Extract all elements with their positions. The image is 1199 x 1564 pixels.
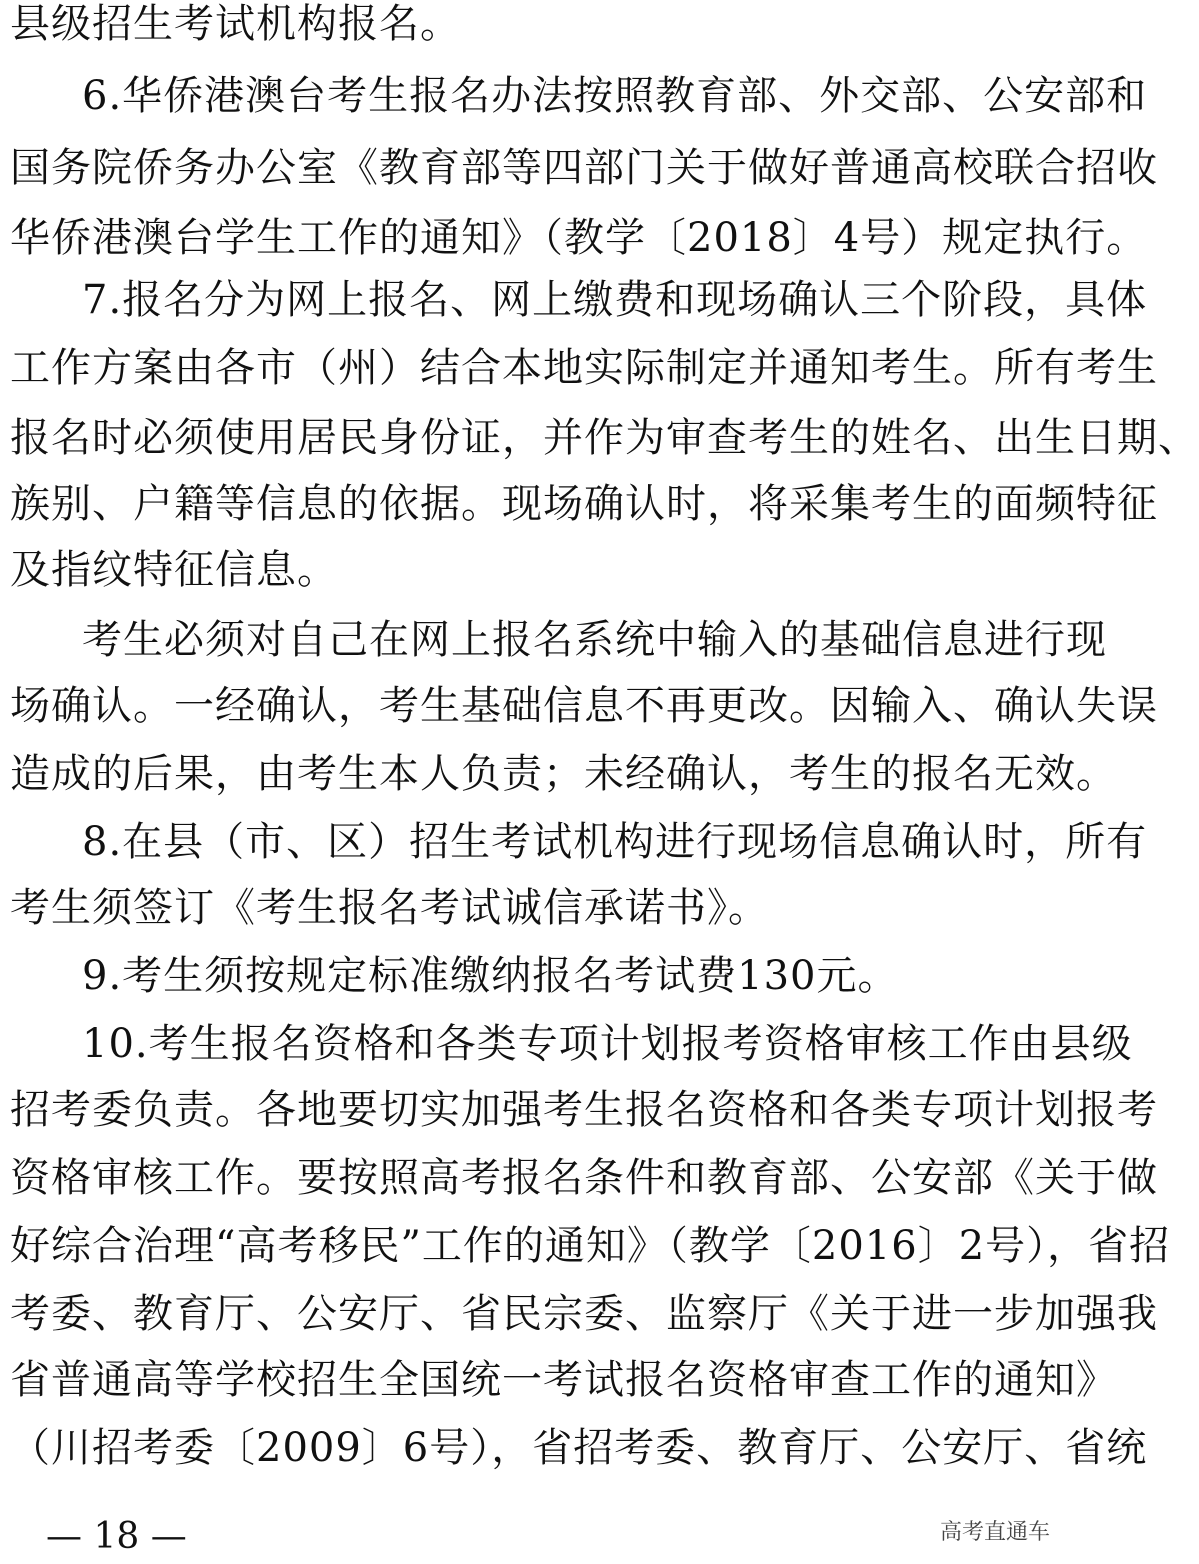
- text-line: 省普通高等学校招生全国统一考试报名资格审查工作的通知》: [10, 1357, 1117, 1403]
- text-line: 族别、户籍等信息的依据。现场确认时，将采集考生的面频特征: [10, 481, 1158, 527]
- text-line: 报名时必须使用居民身份证，并作为审查考生的姓名、出生日期、: [10, 415, 1199, 461]
- watermark-text: 高考直通车: [939, 1520, 1050, 1545]
- text-line: 及指纹特征信息。: [10, 547, 338, 593]
- text-line: 县级招生考试机构报名。: [10, 1, 461, 47]
- text-line: 场确认。一经确认，考生基础信息不再更改。因输入、确认失误: [10, 683, 1158, 729]
- text-line: 考生必须对自己在网上报名系统中输入的基础信息进行现: [82, 617, 1107, 663]
- text-line: 7.报名分为网上报名、网上缴费和现场确认三个阶段，具体: [82, 277, 1148, 323]
- text-line: 考委、教育厅、公安厅、省民宗委、监察厅《关于进一步加强我: [10, 1291, 1158, 1337]
- text-line: 资格审核工作。要按照高考报名条件和教育部、公安部《关于做: [10, 1155, 1158, 1201]
- text-line: 华侨港澳台学生工作的通知》（教学〔2018〕4号）规定执行。: [10, 215, 1148, 261]
- text-line: 造成的后果，由考生本人负责；未经确认，考生的报名无效。: [10, 751, 1117, 797]
- text-line: 招考委负责。各地要切实加强考生报名资格和各类专项计划报考: [10, 1087, 1158, 1133]
- text-line: 工作方案由各市（州）结合本地实际制定并通知考生。所有考生: [10, 345, 1158, 391]
- text-line: 考生须签订《考生报名考试诚信承诺书》。: [10, 885, 769, 931]
- page-number: — 18 —: [46, 1516, 187, 1557]
- text-line: 好综合治理“高考移民”工作的通知》（教学〔2016〕2号），省招: [10, 1223, 1171, 1269]
- text-line: 国务院侨务办公室《教育部等四部门关于做好普通高校联合招收: [10, 145, 1158, 191]
- text-line: 6.华侨港澳台考生报名办法按照教育部、外交部、公安部和: [82, 73, 1148, 119]
- text-line: （川招考委〔2009〕6号），省招考委、教育厅、公安厅、省统: [10, 1425, 1148, 1471]
- text-line: 8.在县（市、区）招生考试机构进行现场信息确认时，所有: [82, 819, 1148, 865]
- text-line: 9.考生须按规定标准缴纳报名考试费130元。: [82, 953, 899, 999]
- text-line: 10.考生报名资格和各类专项计划报考资格审核工作由县级: [82, 1021, 1133, 1067]
